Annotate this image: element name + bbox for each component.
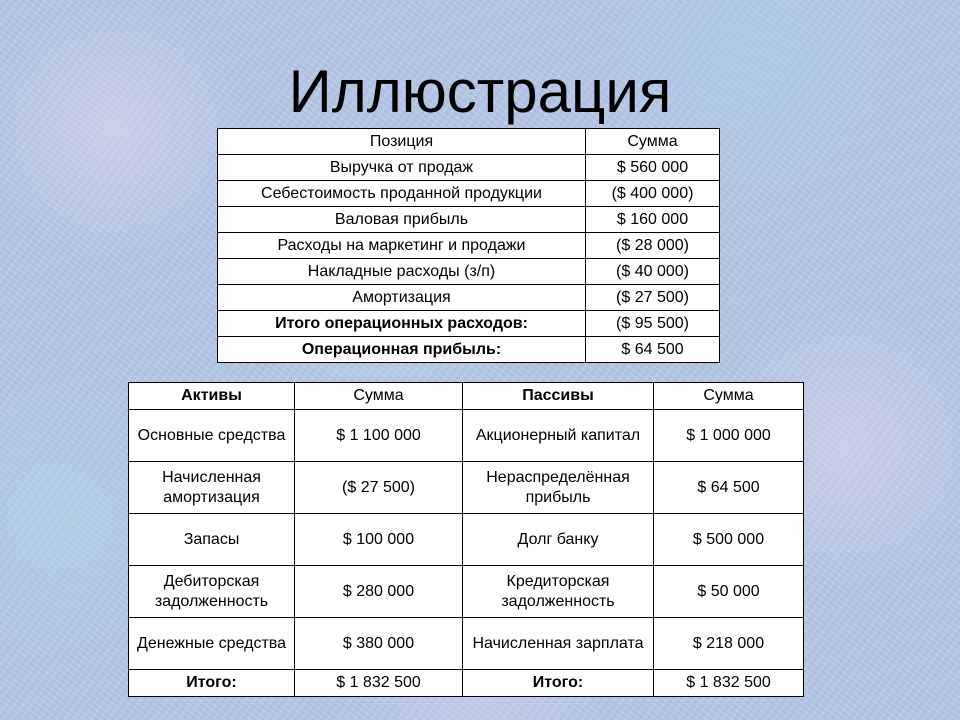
- page-title: Иллюстрация: [288, 58, 672, 125]
- amount-cell: $ 560 000: [586, 155, 720, 181]
- liability-amount-cell: $ 500 000: [654, 514, 804, 566]
- asset-amount-cell: $ 1 100 000: [295, 410, 463, 462]
- liability-cell: Начисленная зарплата: [463, 618, 654, 670]
- asset-amount-cell: $ 100 000: [295, 514, 463, 566]
- item-cell: Накладные расходы (з/п): [218, 259, 586, 285]
- table-header-row: [129, 383, 804, 410]
- total-label-cell: Итого:: [463, 670, 654, 697]
- item-cell: Себестоимость проданной продукции: [218, 181, 586, 207]
- table-row: [129, 514, 804, 566]
- asset-cell: Основные средства: [129, 410, 295, 462]
- amount-cell: ($ 95 500): [586, 311, 720, 337]
- amount-cell: $ 160 000: [586, 207, 720, 233]
- asset-cell: Дебиторская задолженность: [129, 566, 295, 618]
- income-statement-table: [217, 128, 720, 363]
- table-row-total: [129, 670, 804, 697]
- liability-cell: Нераспределённая прибыль: [463, 462, 654, 514]
- table-row: [129, 462, 804, 514]
- table-row: [218, 233, 720, 259]
- liability-amount-cell: $ 64 500: [654, 462, 804, 514]
- amount-cell: ($ 400 000): [586, 181, 720, 207]
- column-header-liabilities: Пассивы: [463, 383, 654, 410]
- column-header-liabilities-amount: Сумма: [654, 383, 804, 410]
- amount-cell: $ 64 500: [586, 337, 720, 363]
- liability-cell: Кредиторская задолженность: [463, 566, 654, 618]
- liability-amount-cell: $ 50 000: [654, 566, 804, 618]
- amount-cell: ($ 27 500): [586, 285, 720, 311]
- table-header-row: [218, 129, 720, 155]
- column-header-amount: Сумма: [586, 129, 720, 155]
- liability-amount-cell: $ 218 000: [654, 618, 804, 670]
- liability-cell: Долг банку: [463, 514, 654, 566]
- asset-amount-cell: $ 380 000: [295, 618, 463, 670]
- asset-cell: Начисленная амортизация: [129, 462, 295, 514]
- asset-amount-cell: $ 280 000: [295, 566, 463, 618]
- item-cell: Итого операционных расходов:: [218, 311, 586, 337]
- balance-sheet-table: [128, 382, 804, 697]
- table-row: [129, 410, 804, 462]
- table-row: [218, 285, 720, 311]
- table-row: [218, 181, 720, 207]
- table-row: [129, 618, 804, 670]
- item-cell: Амортизация: [218, 285, 586, 311]
- total-amount-cell: $ 1 832 500: [295, 670, 463, 697]
- column-header-assets-amount: Сумма: [295, 383, 463, 410]
- total-amount-cell: $ 1 832 500: [654, 670, 804, 697]
- table-row: [129, 566, 804, 618]
- item-cell: Операционная прибыль:: [218, 337, 586, 363]
- item-cell: Расходы на маркетинг и продажи: [218, 233, 586, 259]
- asset-cell: Запасы: [129, 514, 295, 566]
- asset-cell: Денежные средства: [129, 618, 295, 670]
- liability-amount-cell: $ 1 000 000: [654, 410, 804, 462]
- table-row-total: [218, 337, 720, 363]
- liability-cell: Акционерный капитал: [463, 410, 654, 462]
- asset-amount-cell: ($ 27 500): [295, 462, 463, 514]
- column-header-item: Позиция: [218, 129, 586, 155]
- item-cell: Выручка от продаж: [218, 155, 586, 181]
- table-row: [218, 155, 720, 181]
- table-row-subtotal: [218, 311, 720, 337]
- column-header-assets: Активы: [129, 383, 295, 410]
- table-row: [218, 207, 720, 233]
- total-label-cell: Итого:: [129, 670, 295, 697]
- amount-cell: ($ 28 000): [586, 233, 720, 259]
- amount-cell: ($ 40 000): [586, 259, 720, 285]
- table-row: [218, 259, 720, 285]
- item-cell: Валовая прибыль: [218, 207, 586, 233]
